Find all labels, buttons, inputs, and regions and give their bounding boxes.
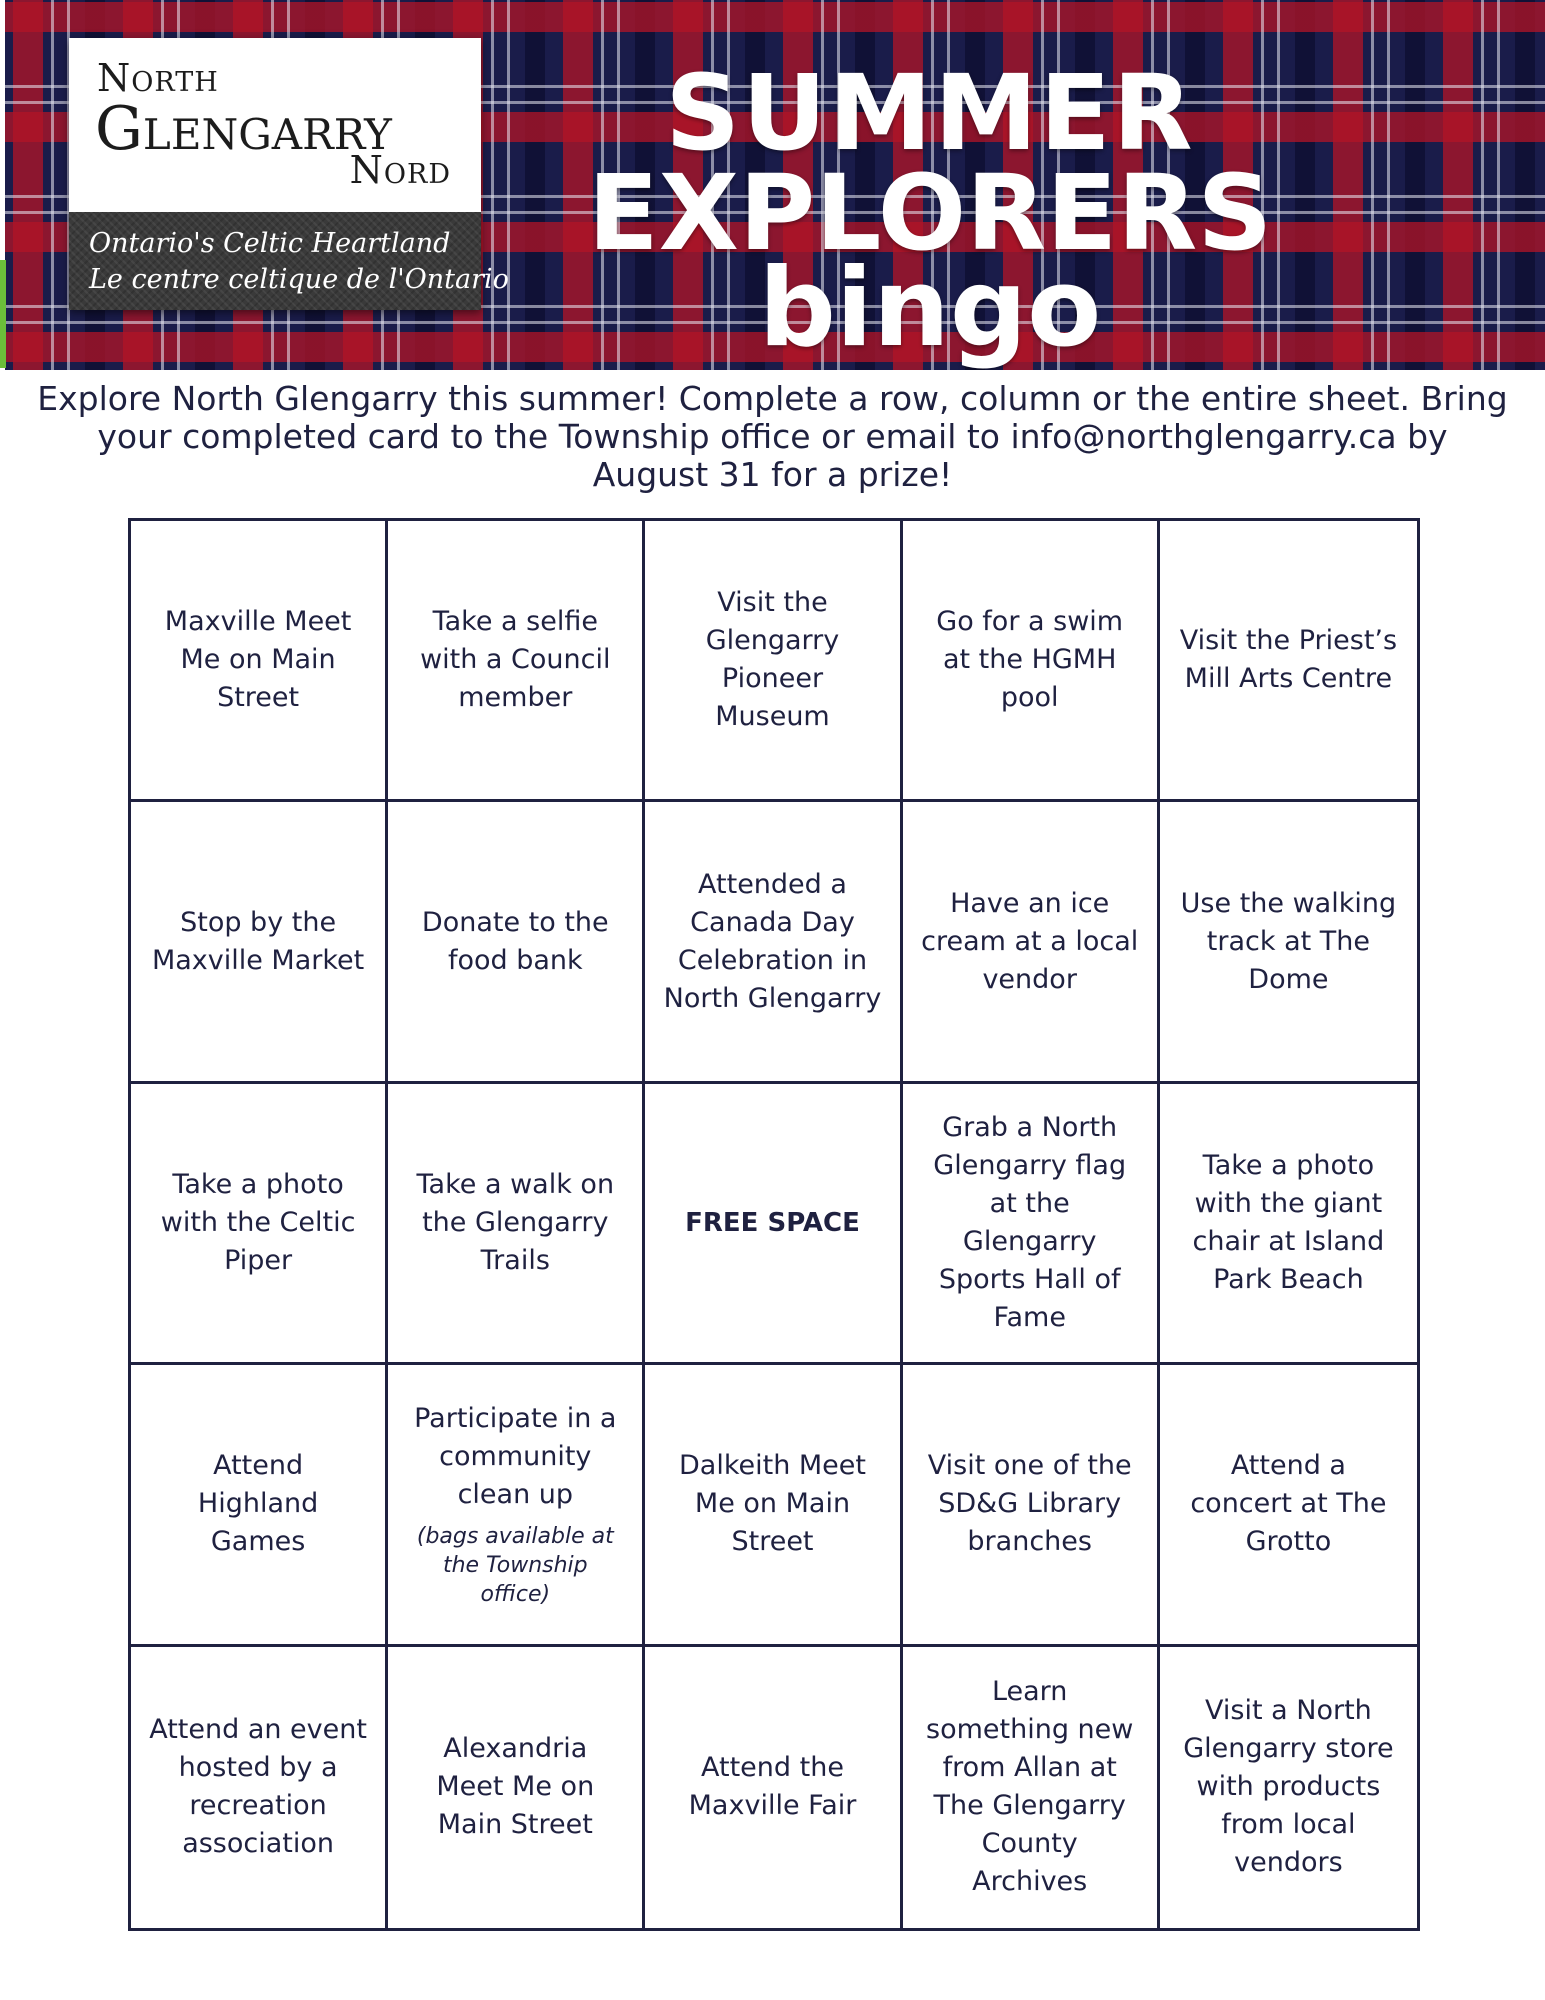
bingo-cell-label: Take a photo with the giant chair at Island Park Beach [1192,1149,1385,1295]
bingo-cell-label: Visit a North Glengarry store with products from local vendors [1183,1695,1394,1879]
bingo-cell[interactable] [131,802,388,1083]
bingo-card-grid [128,518,1420,1931]
bingo-cell[interactable] [645,1647,902,1928]
bingo-cell-label: Attend an event hosted by a recreation association [149,1714,367,1860]
intro-line-2: your completed card to the Township office or email to info@northglengarry.ca by [97,417,1448,456]
logo-line-north: North [97,56,219,100]
bingo-cell[interactable] [1160,1084,1417,1365]
bingo-cell-label: Attended a Canada Day Celebration in North Glengarry [663,868,882,1014]
bingo-cell[interactable] [131,1084,388,1365]
bingo-cell[interactable] [131,521,388,802]
bingo-cell[interactable] [903,1365,1160,1646]
bingo-cell-label: Visit the Priest’s Mill Arts Centre [1179,625,1398,695]
bingo-cell[interactable] [388,1647,645,1928]
bingo-cell[interactable] [131,1365,388,1646]
bingo-cell-label: Attend a concert at The Grotto [1190,1450,1387,1558]
bingo-cell[interactable] [388,521,645,802]
bingo-cell-label: Alexandria Meet Me on Main Street [436,1733,595,1841]
bingo-cell[interactable] [388,1084,645,1365]
title-explorers: EXPLORERS [587,152,1273,274]
bingo-cell[interactable] [903,802,1160,1083]
bingo-cell[interactable] [1160,1365,1417,1646]
bingo-cell[interactable] [645,802,902,1083]
bingo-cell[interactable] [388,802,645,1083]
bingo-cell-label: Visit the Glengarry Pioneer Museum [705,587,840,733]
bingo-cell[interactable] [903,1084,1160,1365]
bingo-cell-label: Visit one of the SD&G Library branches [927,1450,1132,1558]
bingo-cell-label: Maxville Meet Me on Main Street [164,606,352,714]
intro-instructions [20,380,1525,494]
bingo-cell-note: (bags available at the Township office) [416,1523,614,1607]
bingo-cell[interactable] [1160,521,1417,802]
logo-wordmark [69,38,481,212]
logo-tagline-english: Ontario's Celtic Heartland [89,228,451,259]
bingo-cell-label: Dalkeith Meet Me on Main Street [678,1450,866,1558]
bingo-cell-label: Have an ice cream at a local vendor [921,887,1139,995]
bingo-cell[interactable] [1160,802,1417,1083]
bingo-cell-label: Use the walking track at The Dome [1180,887,1397,995]
bingo-cell[interactable] [903,521,1160,802]
intro-line-1: Explore North Glengarry this summer! Complete a row, column or the entire sheet. Bring [37,379,1508,418]
bingo-cell-label: Donate to the food bank [421,906,609,976]
bingo-cell-label: Learn something new from Allan at The Glengarry County Archives [926,1676,1134,1898]
bingo-cell[interactable] [645,1365,902,1646]
intro-line-3: August 31 for a prize! [592,455,953,494]
title-summer: SUMMER [665,52,1195,174]
township-logo [69,38,509,310]
logo-tagline-panel [69,212,509,310]
bingo-cell-label: Grab a North Glengarry flag at the Glengarry Sports Hall of Fame [933,1111,1127,1333]
bingo-cell-label: Take a walk on the Glengarry Trails [416,1168,615,1276]
logo-line-nord: Nord [349,148,451,192]
bingo-cell[interactable] [131,1647,388,1928]
logo-tagline-french: Le centre celtique de l'Ontario [89,264,509,295]
header-banner [5,0,1545,370]
bingo-cell-label: FREE SPACE [685,1207,860,1238]
bingo-cell[interactable] [388,1365,645,1646]
bingo-cell-label: Take a photo with the Celtic Piper [160,1168,356,1276]
title-bingo: bingo [758,246,1102,370]
bingo-cell-label: Stop by the Maxville Market [151,906,365,976]
bingo-cell-label: Attend Highland Games [197,1450,319,1558]
bingo-cell[interactable] [1160,1647,1417,1928]
bingo-cell[interactable] [903,1647,1160,1928]
bingo-cell[interactable] [645,521,902,802]
bingo-cell-label: Participate in a community clean up [414,1402,617,1510]
green-edge-accent [0,260,6,368]
bingo-cell-label: Take a selfie with a Council member [420,606,611,714]
logo-line-glengarry: Glengarry [95,94,392,164]
bingo-cell-label: Attend the Maxville Fair [688,1752,857,1822]
bingo-cell-label: Go for a swim at the HGMH pool [936,606,1124,714]
bingo-cell-free-space[interactable] [645,1084,902,1365]
